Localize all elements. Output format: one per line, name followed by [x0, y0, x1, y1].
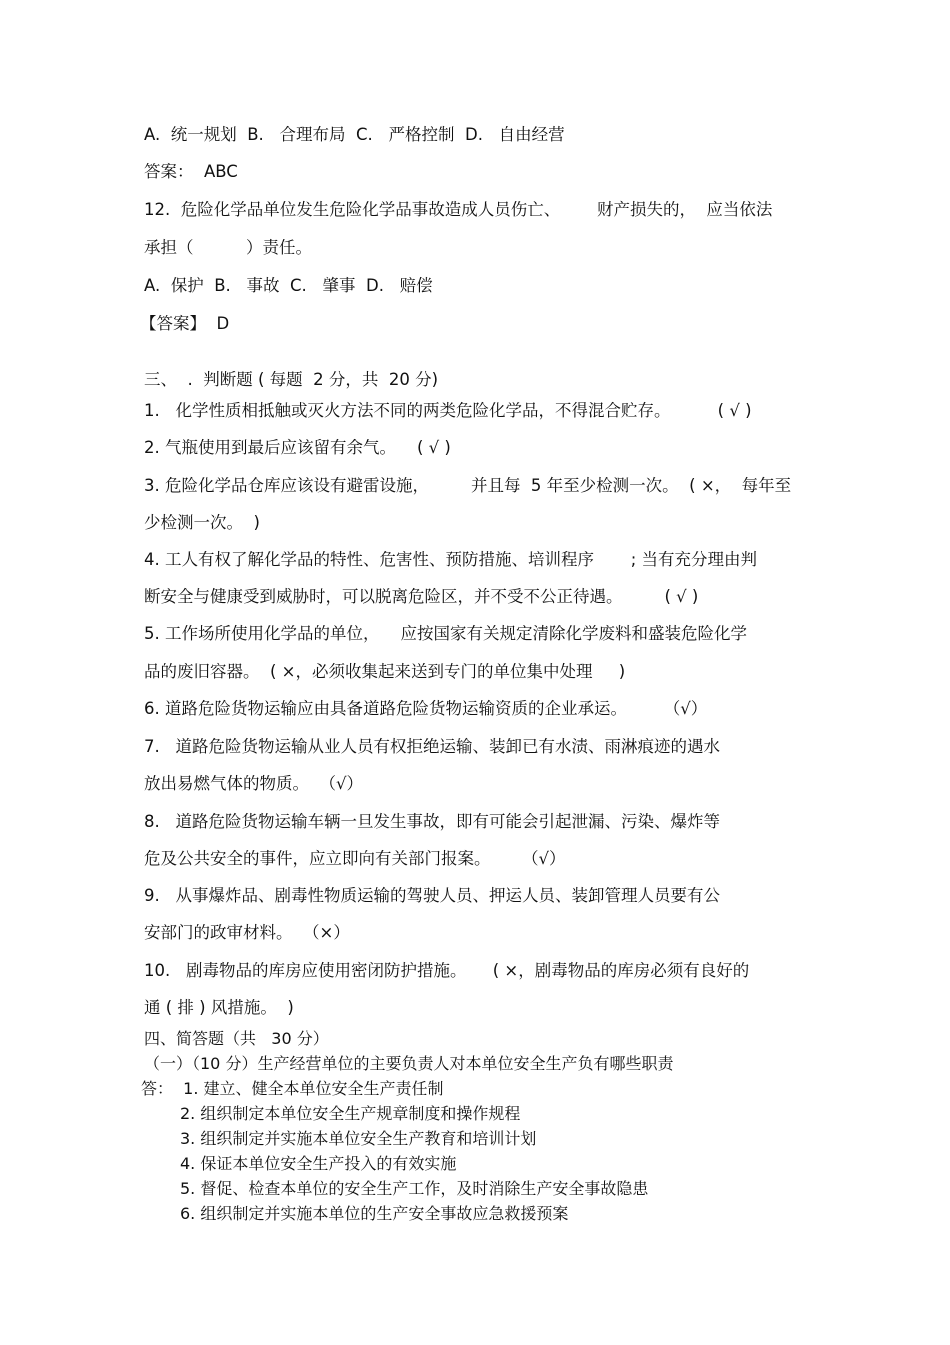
- judge-line: 品的废旧容器。 ( ×，必须收集起来送到专门的单位集中处理 ): [144, 662, 626, 681]
- judge-line: 安部门的政审材料。 （×）: [144, 923, 350, 942]
- judge-line: 通 ( 排 ) 风措施。 ): [144, 998, 294, 1017]
- judge-line: 10. 剧毒物品的库房应使用密闭防护措施。 ( ×，剧毒物品的库房必须有良好的: [144, 961, 750, 980]
- judge-line: 2. 气瓶使用到最后应该留有余气。 ( √ ): [144, 438, 451, 457]
- judge-line: 5. 工作场所使用化学品的单位， 应按国家有关规定清除化学废料和盛装危险化学: [144, 624, 747, 643]
- answer-line: 4. 保证本单位安全生产投入的有效实施: [180, 1154, 457, 1173]
- judge-line: 6. 道路危险货物运输应由具备道路危险货物运输资质的企业承运。 （√）: [144, 699, 708, 718]
- judge-line: 8. 道路危险货物运输车辆一旦发生事故，即有可能会引起泄漏、污染、爆炸等: [144, 812, 720, 831]
- section3-heading: 三、 . 判断题 ( 每题 2 分，共 20 分): [144, 370, 439, 389]
- answer-line: 3. 组织制定并实施本单位安全生产教育和培训计划: [180, 1129, 537, 1148]
- answer-line: 5. 督促、检查本单位的安全生产工作，及时消除生产安全事故隐患: [180, 1179, 649, 1198]
- judge-line: 7. 道路危险货物运输从业人员有权拒绝运输、装卸已有水渍、雨淋痕迹的遇水: [144, 737, 720, 756]
- judge-line: 4. 工人有权了解化学品的特性、危害性、预防措施、培训程序 ; 当有充分理由判: [144, 550, 758, 569]
- judge-line: 1. 化学性质相抵触或灭火方法不同的两类危险化学品，不得混合贮存。 ( √ ): [144, 401, 752, 420]
- answer-line: 答： 1. 建立、健全本单位安全生产责任制: [141, 1079, 444, 1098]
- answer-line: 2. 组织制定本单位安全生产规章制度和操作规程: [180, 1104, 521, 1123]
- q11-options: A. 统一规划 B. 合理布局 C. 严格控制 D. 自由经营: [144, 125, 565, 144]
- judge-line: 危及公共安全的事件，应立即向有关部门报案。 （√）: [144, 849, 566, 868]
- judge-line: 3. 危险化学品仓库应该设有避雷设施， 并且每 5 年至少检测一次。 ( ×， 每年至: [144, 476, 792, 495]
- section4-heading: 四、简答题（共 30 分）: [144, 1029, 329, 1048]
- judge-line: 放出易燃气体的物质。 （√）: [144, 774, 364, 793]
- q12-stem-line2: 承担（ ）责任。: [144, 238, 312, 257]
- judge-line: 少检测一次。 ): [144, 513, 260, 532]
- section4-question: （一）（10 分）生产经营单位的主要负责人对本单位安全生产负有哪些职责: [144, 1054, 674, 1073]
- answer-line: 6. 组织制定并实施本单位的生产安全事故应急救援预案: [180, 1204, 569, 1223]
- q11-answer: 答案： ABC: [144, 162, 238, 181]
- q12-options: A. 保护 B. 事故 C. 肇事 D. 赔偿: [144, 276, 433, 295]
- q12-stem-line1: 12. 危险化学品单位发生危险化学品事故造成人员伤亡、 财产损失的， 应当依法: [144, 200, 773, 219]
- q12-answer: 【答案】 D: [140, 314, 230, 333]
- judge-line: 断安全与健康受到威胁时，可以脱离危险区，并不受不公正待遇。 ( √ ): [144, 587, 699, 606]
- judge-line: 9. 从事爆炸品、剧毒性物质运输的驾驶人员、押运人员、装卸管理人员要有公: [144, 886, 720, 905]
